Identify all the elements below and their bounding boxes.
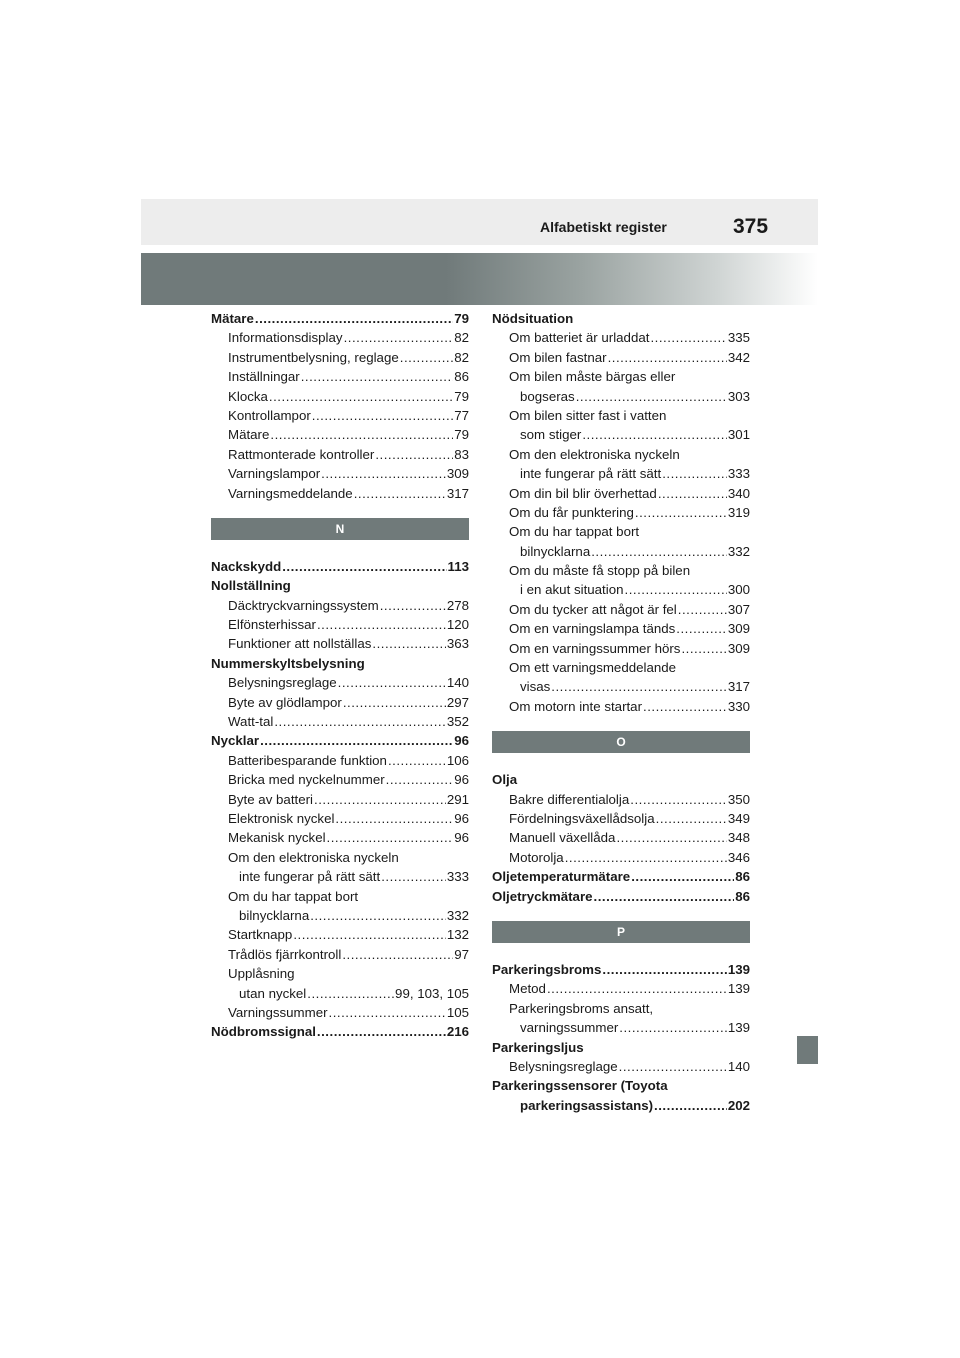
entry-label: inte fungerar på rätt sätt <box>239 869 381 885</box>
entry-label: Om du tycker att något är fel <box>509 601 677 617</box>
entry-page: 86 <box>735 869 750 885</box>
index-entry <box>211 654 469 673</box>
section-side-tab <box>797 1036 818 1064</box>
dot-leader <box>380 596 446 615</box>
index-entry <box>492 999 750 1018</box>
dot-leader <box>635 503 727 522</box>
entry-label: Instrumentbelysning, reglage <box>228 349 399 365</box>
entry-page: 300 <box>727 582 750 598</box>
entry-label: Om din bil blir överhettad <box>509 485 657 501</box>
entry-page: 333 <box>446 869 469 885</box>
index-column-right <box>492 309 750 1115</box>
entry-label: Parkeringssensorer (Toyota <box>492 1078 668 1094</box>
dot-leader <box>338 673 446 692</box>
index-entry <box>211 1022 469 1041</box>
index-entry <box>211 906 469 925</box>
dot-leader <box>625 580 727 599</box>
entry-page: 105 <box>446 1004 469 1020</box>
dot-leader <box>608 348 727 367</box>
index-entry <box>492 328 750 347</box>
index-entry <box>492 561 750 580</box>
dot-leader <box>594 887 735 906</box>
index-entry <box>211 809 469 828</box>
entry-page: 330 <box>727 698 750 714</box>
entry-label: Om bilen sitter fast i vatten <box>509 407 667 423</box>
dot-leader <box>375 445 453 464</box>
entry-page: 79 <box>454 388 469 404</box>
entry-label: Mätare <box>228 427 270 443</box>
dot-leader <box>314 790 446 809</box>
entry-page: 307 <box>727 601 750 617</box>
entry-label: Manuell växellåda <box>509 830 616 846</box>
index-entry <box>492 887 750 906</box>
dot-leader <box>344 328 454 347</box>
dot-leader <box>631 867 734 886</box>
index-entry <box>492 1076 750 1095</box>
entry-label: Rattmonterade kontroller <box>228 446 375 462</box>
dot-leader <box>282 557 446 576</box>
index-entry <box>211 848 469 867</box>
letter-heading: N <box>211 518 469 540</box>
index-entry <box>211 464 469 483</box>
index-entry <box>492 848 750 867</box>
entry-page: 332 <box>727 543 750 559</box>
entry-label: Bakre differentialolja <box>509 791 630 807</box>
dot-leader <box>307 984 394 1003</box>
entry-page: 342 <box>727 349 750 365</box>
entry-page: 99, 103, 105 <box>395 985 469 1001</box>
index-entry <box>492 960 750 979</box>
entry-page: 216 <box>446 1024 469 1040</box>
dot-leader <box>317 1022 446 1041</box>
index-entry <box>492 658 750 677</box>
dot-leader <box>582 425 726 444</box>
entry-label: Startknapp <box>228 927 293 943</box>
dot-leader <box>270 425 453 444</box>
entry-label: Kontrollampor <box>228 407 311 423</box>
dot-leader <box>681 639 726 658</box>
entry-label: Om den elektroniska nyckeln <box>228 849 399 865</box>
entry-page: 140 <box>727 1058 750 1074</box>
index-entry <box>211 596 469 615</box>
entry-label: Nollställning <box>211 578 291 594</box>
entry-page: 79 <box>454 427 469 443</box>
dot-leader <box>269 387 453 406</box>
dot-leader <box>335 809 453 828</box>
index-entry <box>492 1018 750 1037</box>
entry-page: 346 <box>727 849 750 865</box>
index-entry <box>492 522 750 541</box>
index-entry <box>211 693 469 712</box>
index-entry <box>492 677 750 696</box>
header-band <box>141 199 818 245</box>
dot-leader <box>678 600 727 619</box>
entry-label: Elfönsterhissar <box>228 617 316 633</box>
dot-leader <box>676 619 727 638</box>
entry-label: varningssummer <box>520 1020 619 1036</box>
entry-page: 352 <box>446 714 469 730</box>
dot-leader <box>630 790 727 809</box>
entry-label: Informationsdisplay <box>228 330 343 346</box>
dot-leader <box>551 677 727 696</box>
index-entry <box>211 712 469 731</box>
entry-label: parkeringsassistans) <box>520 1097 654 1113</box>
entry-label: Parkeringsbroms <box>492 961 602 977</box>
entry-label: utan nyckel <box>239 985 307 1001</box>
entry-label: Belysningsreglage <box>228 675 337 691</box>
page-number: 375 <box>733 215 769 238</box>
index-entry <box>211 945 469 964</box>
index-entry <box>492 1057 750 1076</box>
entry-page: 319 <box>727 504 750 520</box>
entry-label: Motorolja <box>509 849 564 865</box>
dot-leader <box>650 328 726 347</box>
entry-label: Funktioner att nollställas <box>228 636 372 652</box>
entry-label: Batteribesparande funktion <box>228 752 387 768</box>
index-entry <box>211 751 469 770</box>
entry-page: 139 <box>727 961 750 977</box>
dot-leader <box>301 367 454 386</box>
entry-label: Fördelningsväxellådsolja <box>509 810 655 826</box>
index-entry <box>492 464 750 483</box>
entry-label: inte fungerar på rätt sätt <box>520 466 662 482</box>
index-entry <box>492 406 750 425</box>
dot-leader <box>343 693 446 712</box>
dot-leader <box>327 828 454 847</box>
gradient-band <box>141 253 818 305</box>
entry-page: 303 <box>727 388 750 404</box>
entry-page: 113 <box>447 558 469 574</box>
entry-label: Mekanisk nyckel <box>228 830 326 846</box>
entry-page: 278 <box>446 597 469 613</box>
dot-leader <box>643 697 727 716</box>
entry-label: Om en varningslampa tänds <box>509 621 676 637</box>
index-entry <box>211 1003 469 1022</box>
index-entry <box>211 387 469 406</box>
entry-page: 340 <box>727 485 750 501</box>
index-column-left <box>211 309 469 1042</box>
entry-label: Däcktryckvarningssystem <box>228 597 379 613</box>
letter-heading: O <box>492 731 750 753</box>
dot-leader <box>576 387 727 406</box>
entry-page: 309 <box>727 621 750 637</box>
header-title: Alfabetiskt register <box>540 219 667 235</box>
entry-label: Om bilen måste bärgas eller <box>509 369 676 385</box>
entry-page: 120 <box>446 617 469 633</box>
entry-label: Elektronisk nyckel <box>228 810 335 826</box>
entry-label: bogseras <box>520 388 575 404</box>
index-entry <box>492 1038 750 1057</box>
entry-page: 332 <box>446 907 469 923</box>
entry-label: Om den elektroniska nyckeln <box>509 446 680 462</box>
entry-page: 297 <box>446 694 469 710</box>
index-entry <box>211 309 469 328</box>
entry-page: 86 <box>454 369 469 385</box>
index-entry <box>492 425 750 444</box>
dot-leader <box>619 1057 727 1076</box>
entry-label: bilnycklarna <box>520 543 591 559</box>
entry-page: 301 <box>727 427 750 443</box>
index-entry <box>211 348 469 367</box>
letter-heading: P <box>492 921 750 943</box>
entry-label: Bricka med nyckelnummer <box>228 772 385 788</box>
index-entry <box>492 503 750 522</box>
entry-page: 335 <box>727 330 750 346</box>
dot-leader <box>321 464 446 483</box>
entry-label: i en akut situation <box>520 582 624 598</box>
index-entry <box>492 697 750 716</box>
index-entry <box>211 484 469 503</box>
index-entry <box>492 639 750 658</box>
entry-label: Om du får punktering <box>509 504 634 520</box>
dot-leader <box>658 484 727 503</box>
entry-label: visas <box>520 679 551 695</box>
dot-leader <box>329 1003 446 1022</box>
entry-page: 309 <box>727 640 750 656</box>
dot-leader <box>654 1096 727 1115</box>
entry-label: Om batteriet är urladdat <box>509 330 650 346</box>
dot-leader <box>656 809 727 828</box>
entry-label: Klocka <box>228 388 268 404</box>
index-entry <box>492 867 750 886</box>
dot-leader <box>310 906 446 925</box>
entry-label: Mätare <box>211 311 254 326</box>
index-entry <box>492 809 750 828</box>
entry-label: Oljetemperaturmätare <box>492 869 631 885</box>
index-entry <box>492 1096 750 1115</box>
entry-label: Om en varningssummer hörs <box>509 640 681 656</box>
index-entry <box>211 634 469 653</box>
dot-leader <box>293 925 446 944</box>
index-entry <box>211 770 469 789</box>
entry-label: Byte av batteri <box>228 791 313 807</box>
entry-page: 77 <box>454 407 469 423</box>
index-entry <box>211 964 469 983</box>
entry-label: Upplåsning <box>228 966 295 982</box>
index-entry <box>492 770 750 789</box>
dot-leader <box>388 751 446 770</box>
index-entry <box>211 731 469 750</box>
dot-leader <box>317 615 446 634</box>
entry-page: 79 <box>454 311 469 326</box>
entry-page: 96 <box>454 772 469 788</box>
index-entry <box>211 406 469 425</box>
entry-label: Nödsituation <box>492 311 574 326</box>
index-entry <box>492 309 750 328</box>
index-entry <box>492 387 750 406</box>
entry-page: 83 <box>454 446 469 462</box>
dot-leader <box>255 309 453 328</box>
entry-page: 139 <box>727 1020 750 1036</box>
entry-label: Om du har tappat bort <box>228 888 359 904</box>
entry-label: Inställningar <box>228 369 300 385</box>
entry-page: 317 <box>446 485 469 501</box>
entry-label: Varningslampor <box>228 466 321 482</box>
entry-page: 139 <box>727 981 750 997</box>
entry-label: Om du har tappat bort <box>509 524 640 540</box>
entry-label: Nackskydd <box>211 558 282 574</box>
index-entry <box>492 348 750 367</box>
entry-page: 350 <box>727 791 750 807</box>
dot-leader <box>274 712 446 731</box>
entry-page: 291 <box>446 791 469 807</box>
entry-label: Parkeringsljus <box>492 1039 584 1055</box>
dot-leader <box>342 945 453 964</box>
index-entry <box>211 984 469 1003</box>
index-entry <box>211 887 469 906</box>
index-entry <box>211 790 469 809</box>
entry-page: 96 <box>454 733 469 749</box>
index-entry <box>492 600 750 619</box>
index-entry <box>492 445 750 464</box>
dot-leader <box>662 464 727 483</box>
entry-label: Om ett varningsmeddelande <box>509 660 677 676</box>
index-entry <box>211 328 469 347</box>
dot-leader <box>619 1018 727 1037</box>
dot-leader <box>565 848 727 867</box>
index-entry <box>211 557 469 576</box>
entry-label: Nummerskyltsbelysning <box>211 655 365 671</box>
index-entry <box>492 367 750 386</box>
index-entry <box>492 979 750 998</box>
entry-label: Nycklar <box>211 733 260 749</box>
dot-leader <box>547 979 727 998</box>
entry-label: Varningssummer <box>228 1004 328 1020</box>
entry-label: bilnycklarna <box>239 907 310 923</box>
dot-leader <box>386 770 454 789</box>
dot-leader <box>591 542 727 561</box>
index-entry <box>492 828 750 847</box>
dot-leader <box>260 731 453 750</box>
entry-page: 140 <box>446 675 469 691</box>
index-entry <box>211 867 469 886</box>
entry-page: 86 <box>735 888 750 904</box>
entry-page: 348 <box>727 830 750 846</box>
entry-label: Metod <box>509 981 546 997</box>
entry-label: Om motorn inte startar <box>509 698 643 714</box>
entry-page: 132 <box>446 927 469 943</box>
dot-leader <box>400 348 453 367</box>
entry-page: 106 <box>446 752 469 768</box>
index-entry <box>211 615 469 634</box>
entry-label: Olja <box>492 772 518 788</box>
entry-label: Watt-tal <box>228 714 274 730</box>
index-entry <box>211 425 469 444</box>
index-entry <box>211 673 469 692</box>
dot-leader <box>616 828 726 847</box>
entry-label: Belysningsreglage <box>509 1058 618 1074</box>
entry-label: Trådlös fjärrkontroll <box>228 946 342 962</box>
entry-label: som stiger <box>520 427 582 443</box>
index-entry <box>492 619 750 638</box>
dot-leader <box>354 484 446 503</box>
dot-leader <box>602 960 726 979</box>
entry-page: 363 <box>446 636 469 652</box>
index-entry <box>211 445 469 464</box>
index-entry <box>211 925 469 944</box>
entry-page: 349 <box>727 810 750 826</box>
index-entry <box>211 576 469 595</box>
dot-leader <box>381 867 446 886</box>
index-entry <box>492 580 750 599</box>
entry-page: 202 <box>727 1097 750 1113</box>
entry-label: Byte av glödlampor <box>228 694 342 710</box>
entry-page: 82 <box>454 349 469 365</box>
entry-page: 317 <box>727 679 750 695</box>
dot-leader <box>372 634 445 653</box>
entry-page: 96 <box>454 830 469 846</box>
entry-label: Varningsmeddelande <box>228 485 353 501</box>
entry-page: 82 <box>454 330 469 346</box>
index-entry <box>492 484 750 503</box>
entry-page: 96 <box>454 810 469 826</box>
entry-page: 97 <box>454 946 469 962</box>
index-entry <box>492 542 750 561</box>
index-entry <box>492 790 750 809</box>
entry-label: Om du måste få stopp på bilen <box>509 563 691 579</box>
index-entry <box>211 367 469 386</box>
entry-label: Om bilen fastnar <box>509 349 607 365</box>
entry-page: 333 <box>727 466 750 482</box>
entry-label: Nödbromssignal <box>211 1024 316 1040</box>
entry-label: Parkeringsbroms ansatt, <box>509 1000 654 1016</box>
index-entry <box>211 828 469 847</box>
entry-page: 309 <box>446 466 469 482</box>
dot-leader <box>312 406 453 425</box>
entry-label: Oljetryckmätare <box>492 888 593 904</box>
